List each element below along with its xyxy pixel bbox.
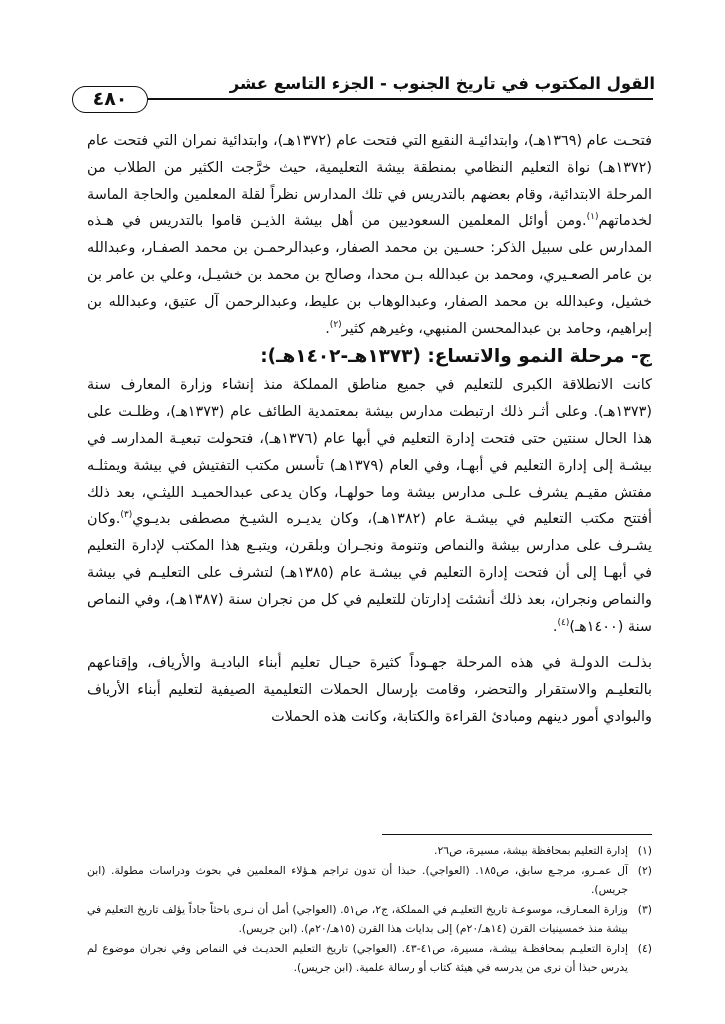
footnote-text: إدارة التعليم بمحافظة بيشة، مسيرة، ص٢٦. bbox=[434, 844, 628, 857]
paragraph-text: .ومن أوائل المعلمين السعوديين من أهل بيشة الذيـن قاموا بالتدريس في هـذه المدارس على سبيل الذكر: حسـين بن محمد الصفار، وعبدالرحمـن بن محمد الصفـار، وعبدالله بن عامر الصعـيري، ومحمد بن عبدالله بـن محدا، وصالح بن محمد بن خشيـل، وعلي بن عامر بن خشيل، وعبدالله بن محمد الصفار، وعبدالوهاب بن عليط، وعبدالرحمن آل عتيق، وعبدالله بن إبراهيم، وحامد بن عبدالمحسن المنبهي، وغيرهم كثير bbox=[87, 213, 652, 337]
footnote-separator bbox=[382, 834, 652, 835]
running-title: القول المكتوب في تاريخ الجنوب - الجزء التاسع عشر bbox=[229, 74, 655, 93]
footnote-text: إدارة التعليـم بمحافظـة بيشـة، مسيرة، ص٤١-٤٣. (العواجي) تاريخ التعليم الحديـث في النماص وفي نجران موضوع لم يدرس حبذا أن نرى من يدرسه في هيئة كتاب أو رسالة علمية. (ابن جريس). bbox=[87, 941, 628, 974]
footnote bbox=[87, 861, 652, 900]
paragraph bbox=[87, 650, 652, 730]
footnote-ref: (٤) bbox=[557, 617, 570, 628]
footnote-ref: (١) bbox=[586, 212, 599, 223]
paragraph-text: كانت الانطلاقة الكبرى للتعليم في جميع مناطق المملكة منذ إنشاء وزارة المعارف سنة (١٣٧٣هـ). وعلى أثـر ذلك ارتبطت مدارس بيشة بمعتمدية الطائف عام (١٣٧٣هـ)، وظلـت على هذا الحال سنتين حتى فتحت إدارة التعليم في أبها عام (١٣٧٦هـ)، فتحولت تبعيـة المدارسـ في بيشـة إلى إدارة التعليم في أبهـا، وفي العام (١٣٧٩هـ) تأسس مكتب التفتيش في بيشة ويمثلـه مفتش مقيـم يشرف علـى مدارس بيشة وما حولهـا، وكان يدعى عبدالحميـد الليثـي، بعد ذلك أفتتح مكتب التعليم في بيشـة عام (١٣٨٢هـ)، وكان يديـره الشيـخ مصطفى بديـوي bbox=[87, 377, 653, 528]
page-number: ٤٨٠ bbox=[72, 86, 148, 113]
footnote-number: (٣) bbox=[637, 902, 652, 916]
main-text bbox=[87, 128, 652, 731]
footnote-number: (٤) bbox=[637, 941, 652, 955]
paragraph-text: .وكان يشـرف على مدارس بيشة والنماص وتنومة ونجـران وبلقرن، ويتبـع هذا المكتب لإدارة التعليم في أبهـا إلى أن فتحت إدارة التعليم في بيشـة عام (١٣٨٥هـ) لتشرف على التعليـم في بيشة والنماص ونجران، بعد ذلك أنشئت إدارتان للتعليم في كل من نجران سنة (١٣٨٧هـ)، وفي النماص سنة (١٤٠٠هـ) bbox=[87, 511, 652, 635]
footnote-ref: (٣) bbox=[120, 510, 133, 521]
footnote bbox=[87, 939, 652, 978]
footnote-text: وزارة المعـارف، موسوعـة تاريخ التعليـم في المملكة، ج٢، ص٥١. (العواجي) أمل أن نـرى باحثاً جاداً يؤلف تاريخ التعليم في بيشة منذ خمسينيات القرن (١٤هـ/٢٠م) إلى بدايات هذا القرن (١٥هـ/٢٠م). (ابن جريس). bbox=[87, 902, 628, 935]
footnote-number: (١) bbox=[637, 844, 652, 857]
footnote bbox=[87, 900, 652, 939]
paragraph: فتحـت عام (١٣٦٩هـ)، وابتدائيـة النقيع التي فتحت عام (١٣٧٢هـ)، وابتدائية نمران التي فتحت عام (١٣٧٢هـ) نواة التعليم النظامي بمنطقة بيشة التعليمية، حيث خرَّجت الكثير من الطلاب من المرحلة الابتدائية، وقام بعضهم بالتدريس في تلك المدارس نظراً لقلة المعلمين والحاجة الماسة لخدماتهم$^{(١)}$.ومن أوائل المعلمين السعوديين من أهل بيشة الذيـن قاموا بالتدريس في هـذه المدارس على سبيل الذكر: حسـين بن محمد الصفار، وعبدالرحمـن بن محمد الصفـار، وعبدالله بن عامر الصعـيري، ومحمد بن عبدالله بـن محدا، وصالح بن محمد بن خشيـل، وعلي بن عامر بن خشيل، وعبدالله بن محمد الصفار، وعبدالوهاب بن عليط، وعبدالرحمن آل عتيق، وعبدالله بن إبراهيم، وحامد بن عبدالمحسن المنبهي، وغيرهم كثير$^{(٢)}$. bbox=[87, 133, 653, 337]
footnote-number: (٢) bbox=[637, 863, 652, 877]
footnote-text: آل عمـرو، مرجـع سابق، ص١٨٥. (العواجي). حبذا أن تدون تراجم هـؤلاء المعلمين في بحوث ودراسات مطولة. (ابن جريس). bbox=[87, 863, 628, 896]
header-rule bbox=[148, 98, 653, 100]
section-heading: ج- مرحلة النمو والاتساع: (١٣٧٣هـ-١٤٠٢هـ): bbox=[260, 346, 652, 368]
footnotes bbox=[87, 841, 652, 978]
footnote-ref: (٢) bbox=[329, 319, 342, 330]
footnote bbox=[87, 841, 652, 861]
paragraph-text: فتحـت عام (١٣٦٩هـ)، وابتدائيـة النقيع التي فتحت عام (١٣٧٢هـ)، وابتدائية نمران التي فتحت عام (١٣٧٢هـ) نواة التعليم النظامي بمنطقة بيشة التعليمية، حيث خرَّجت الكثير من الطلاب من المرحلة الابتدائية، وقام بعضهم بالتدريس في تلك المدارس نظراً لقلة المعلمين والحاجة الماسة لخدماتهم bbox=[87, 133, 653, 230]
paragraph: كانت الانطلاقة الكبرى للتعليم في جميع مناطق المملكة منذ إنشاء وزارة المعارف سنة (١٣٧٣هـ). وعلى أثـر ذلك ارتبطت مدارس بيشة بمعتمدية الطائف عام (١٣٧٣هـ)، وظلـت على هذا الحال سنتين حتى فتحت إدارة التعليم في أبها عام (١٣٧٦هـ)، فتحولت تبعيـة المدارسـ في بيشـة إلى إدارة التعليم في أبهـا، وفي العام (١٣٧٩هـ) تأسس مكتب التفتيش في بيشة ويمثلـه مفتش مقيـم يشرف علـى مدارس بيشة وما حولهـا، وكان يدعى عبدالحميـد الليثـي، بعد ذلك أفتتح مكتب التعليم في بيشـة عام (١٣٨٢هـ)، وكان يديـره الشيـخ مصطفى بديـوي$^{(٣)}$.وكان يشـرف على مدارس بيشة والنماص وتنومة ونجـران وبلقرن، ويتبـع هذا المكتب لإدارة التعليم في أبهـا إلى أن فتحت إدارة التعليم في بيشـة عام (١٣٨٥هـ) لتشرف على التعليـم في بيشة والنماص ونجران، بعد ذلك أنشئت إدارتان للتعليم في كل من نجران سنة (١٣٨٧هـ)، وفي النماص سنة (١٤٠٠هـ)$^{(٤)}$. bbox=[87, 377, 653, 635]
paragraph-text: بذلـت الدولـة في هذه المرحلة جهـوداً كثيرة حيـال تعليم أبناء الباديـة والأرياف، وإقناعهم بالتعليـم والاستقرار والتحضر، وقامت بإرسال الحملات التعليمية الصيفية لتعليم أبناء الأرياف والبوادي أمور دينهم ومبادئ القراءة والكتابة، وكانت هذه الحملات bbox=[87, 655, 652, 725]
